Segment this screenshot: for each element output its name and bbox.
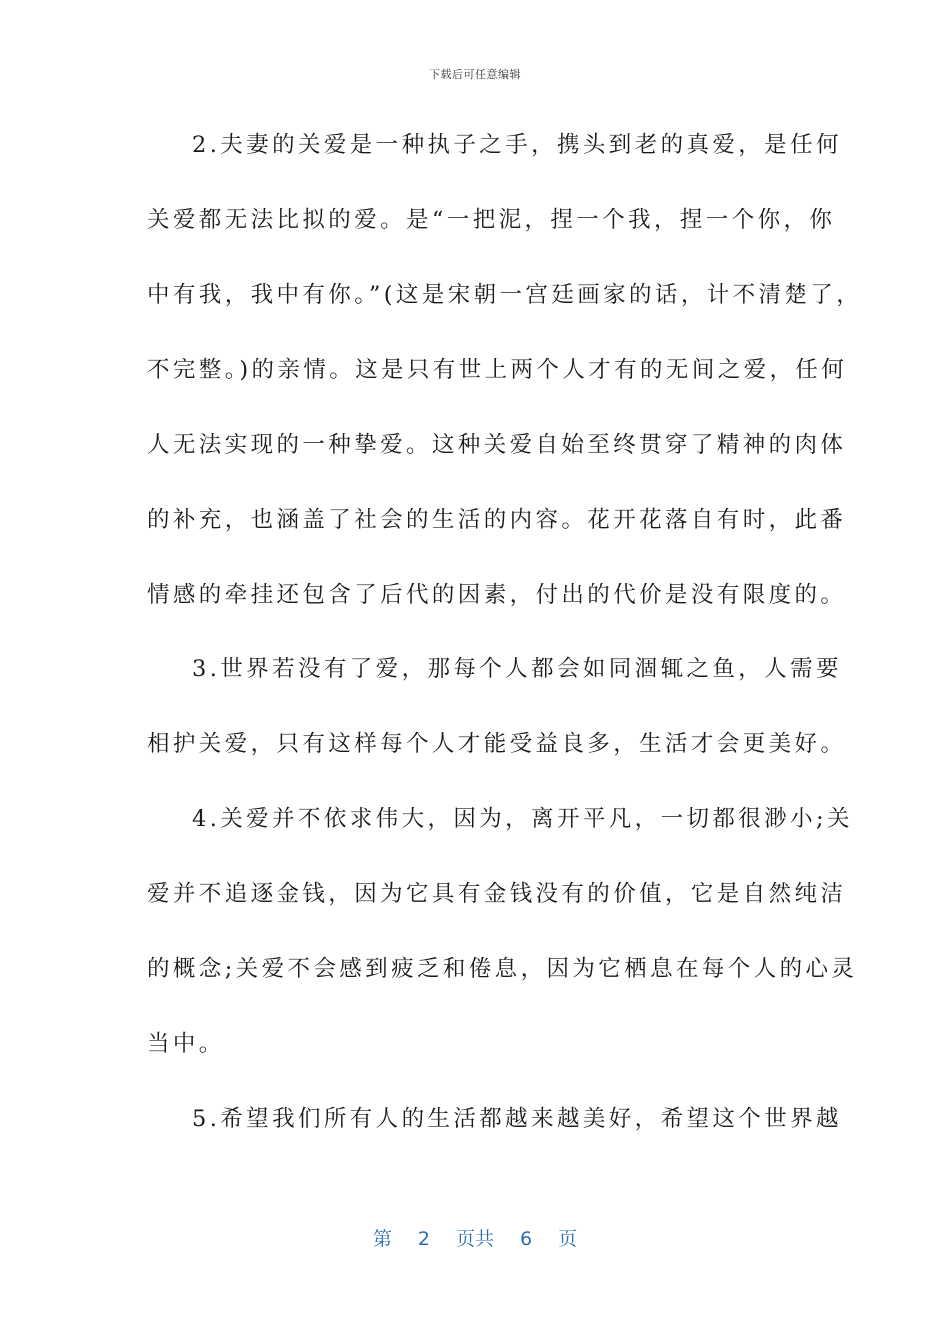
paragraph-2-line-4: 不完整。)的亲情。这是只有世上两个人才有的无间之爱，任何 bbox=[147, 357, 848, 383]
paragraph-2-line-1: 2.夫妻的关爱是一种执子之手，携头到老的真爱，是任何 bbox=[192, 132, 842, 158]
paragraph-2-line-2: 关爱都无法比拟的爱。是“一把泥，捏一个我，捏一个你，你 bbox=[147, 207, 836, 233]
paragraph-2-line-3: 中有我，我中有你。”(这是宋朝一宫廷画家的话，计不清楚了， bbox=[147, 282, 863, 308]
paragraph-3-line-1: 3.世界若没有了爱，那每个人都会如同涸辄之鱼，人需要 bbox=[192, 656, 842, 682]
paragraph-4-line-1: 4.关爱并不依求伟大，因为，离开平凡，一切都很渺小;关 bbox=[192, 806, 853, 832]
paragraph-4-line-4: 当中。 bbox=[147, 1031, 225, 1057]
page-footer-pagination bbox=[0, 1224, 950, 1251]
paragraph-2-line-6: 的补充，也涵盖了社会的生活的内容。花开花落自有时，此番 bbox=[147, 507, 847, 533]
paragraph-4-line-2: 爱并不追逐金钱，因为它具有金钱没有的价值，它是自然纯洁 bbox=[147, 881, 847, 907]
footer-prefix: 第 bbox=[372, 1228, 392, 1250]
footer-current-page: 2 bbox=[417, 1228, 430, 1250]
paragraph-3-line-2: 相护关爱，只有这样每个人才能受益良多，生活才会更美好。 bbox=[147, 731, 847, 757]
paragraph-4-line-3: 的概念;关爱不会感到疲乏和倦息，因为它栖息在每个人的心灵 bbox=[147, 956, 858, 982]
footer-total-pages: 6 bbox=[520, 1228, 533, 1250]
footer-middle: 页共 bbox=[455, 1228, 494, 1250]
footer-suffix: 页 bbox=[558, 1228, 578, 1250]
paragraph-5-line-1: 5.希望我们所有人的生活都越来越美好，希望这个世界越 bbox=[192, 1106, 842, 1132]
paragraph-2-line-7: 情感的牵挂还包含了后代的因素，付出的代价是没有限度的。 bbox=[147, 582, 847, 608]
header-note: 下载后可任意编辑 bbox=[429, 68, 521, 81]
paragraph-2-line-5: 人无法实现的一种挚爱。这种关爱自始至终贯穿了精神的肉体 bbox=[147, 432, 847, 458]
